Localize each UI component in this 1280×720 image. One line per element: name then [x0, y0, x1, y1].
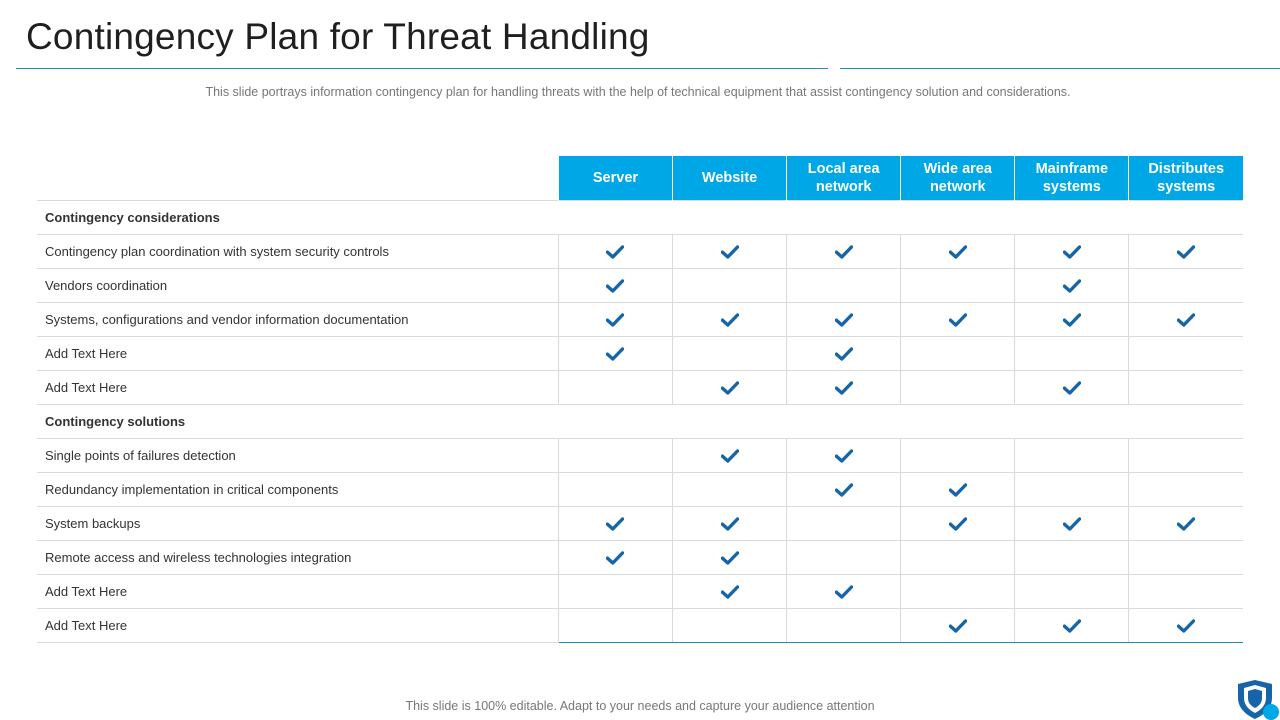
table-row	[37, 575, 1243, 609]
checkmark-icon	[1063, 245, 1081, 259]
column-header-distributes-systems: Distributes systems	[1129, 156, 1243, 201]
checkmark-icon	[1063, 381, 1081, 395]
section-blank-span	[558, 405, 1243, 439]
cell-wide-area-network	[901, 473, 1015, 507]
row-label: Single points of failures detection	[37, 439, 558, 473]
checkmark-icon	[1177, 517, 1195, 531]
cell-distributes-systems	[1129, 337, 1243, 371]
cell-wide-area-network	[901, 507, 1015, 541]
table-header-row	[37, 156, 1243, 201]
checkmark-icon	[606, 347, 624, 361]
slide-subtitle: This slide portrays information contingency plan for handling threats with the help of technical equipment that assist contingency solution and considerations.	[205, 85, 1071, 99]
cell-local-area-network	[787, 473, 901, 507]
checkmark-icon	[721, 551, 739, 565]
checkmark-icon	[949, 313, 967, 327]
checkmark-icon	[835, 347, 853, 361]
cell-website	[673, 371, 787, 405]
cell-local-area-network	[787, 609, 901, 643]
cell-website	[673, 337, 787, 371]
table-row	[37, 337, 1243, 371]
slide-footer-note: This slide is 100% editable. Adapt to your needs and capture your audience attention	[405, 699, 875, 713]
cell-server	[558, 371, 672, 405]
row-label: System backups	[37, 507, 558, 541]
table-row	[37, 371, 1243, 405]
checkmark-icon	[949, 619, 967, 633]
row-label: Vendors coordination	[37, 269, 558, 303]
column-header-server: Server	[558, 156, 672, 201]
checkmark-icon	[949, 517, 967, 531]
cell-wide-area-network	[901, 269, 1015, 303]
checkmark-icon	[721, 313, 739, 327]
cell-website	[673, 439, 787, 473]
cell-mainframe-systems	[1015, 235, 1129, 269]
cell-website	[673, 235, 787, 269]
slide-title: Contingency Plan for Threat Handling	[26, 16, 650, 57]
shield-logo-icon	[1234, 678, 1280, 720]
cell-distributes-systems	[1129, 303, 1243, 337]
cell-website	[673, 541, 787, 575]
row-label: Remote access and wireless technologies integration	[37, 541, 558, 575]
cell-website	[673, 575, 787, 609]
cell-mainframe-systems	[1015, 541, 1129, 575]
cell-local-area-network	[787, 541, 901, 575]
cell-server	[558, 609, 672, 643]
table-row	[37, 439, 1243, 473]
table-row	[37, 473, 1243, 507]
cell-distributes-systems	[1129, 235, 1243, 269]
cell-mainframe-systems	[1015, 575, 1129, 609]
cell-local-area-network	[787, 575, 901, 609]
cell-server	[558, 541, 672, 575]
cell-server	[558, 337, 672, 371]
cell-mainframe-systems	[1015, 439, 1129, 473]
cell-distributes-systems	[1129, 507, 1243, 541]
row-label: Add Text Here	[37, 575, 558, 609]
cell-distributes-systems	[1129, 609, 1243, 643]
checkmark-icon	[1063, 517, 1081, 531]
checkmark-icon	[721, 585, 739, 599]
row-label: Add Text Here	[37, 337, 558, 371]
column-header-mainframe-systems: Mainframe systems	[1015, 156, 1129, 201]
cell-mainframe-systems	[1015, 269, 1129, 303]
table-row	[37, 609, 1243, 643]
table-row	[37, 235, 1243, 269]
cell-local-area-network	[787, 337, 901, 371]
checkmark-icon	[949, 483, 967, 497]
cell-mainframe-systems	[1015, 371, 1129, 405]
cell-mainframe-systems	[1015, 337, 1129, 371]
column-header-wide-area-network: Wide area network	[901, 156, 1015, 201]
row-label: Redundancy implementation in critical components	[37, 473, 558, 507]
cell-server	[558, 269, 672, 303]
cell-distributes-systems	[1129, 371, 1243, 405]
cell-wide-area-network	[901, 609, 1015, 643]
table-row	[37, 269, 1243, 303]
cell-server	[558, 303, 672, 337]
cell-distributes-systems	[1129, 439, 1243, 473]
cell-wide-area-network	[901, 337, 1015, 371]
cell-wide-area-network	[901, 575, 1015, 609]
cell-local-area-network	[787, 269, 901, 303]
cell-local-area-network	[787, 371, 901, 405]
checkmark-icon	[835, 381, 853, 395]
row-label: Systems, configurations and vendor information documentation	[37, 303, 558, 337]
section-header-row	[37, 405, 1243, 439]
checkmark-icon	[835, 483, 853, 497]
cell-website	[673, 473, 787, 507]
checkmark-icon	[721, 381, 739, 395]
checkmark-icon	[1177, 313, 1195, 327]
cell-wide-area-network	[901, 371, 1015, 405]
cell-website	[673, 507, 787, 541]
table-row	[37, 303, 1243, 337]
checkmark-icon	[835, 313, 853, 327]
cell-server	[558, 507, 672, 541]
cell-distributes-systems	[1129, 269, 1243, 303]
section-blank-span	[558, 201, 1243, 235]
cell-server	[558, 575, 672, 609]
section-heading: Contingency considerations	[37, 201, 558, 235]
contingency-matrix-table	[37, 156, 1243, 643]
checkmark-icon	[835, 245, 853, 259]
column-header-local-area-network: Local area network	[787, 156, 901, 201]
column-header-website: Website	[673, 156, 787, 201]
cell-website	[673, 609, 787, 643]
checkmark-icon	[721, 245, 739, 259]
header-corner-blank	[37, 156, 558, 201]
cell-wide-area-network	[901, 303, 1015, 337]
cell-distributes-systems	[1129, 541, 1243, 575]
cell-mainframe-systems	[1015, 609, 1129, 643]
cell-local-area-network	[787, 507, 901, 541]
cell-mainframe-systems	[1015, 473, 1129, 507]
checkmark-icon	[606, 245, 624, 259]
cell-wide-area-network	[901, 439, 1015, 473]
checkmark-icon	[1063, 619, 1081, 633]
cell-server	[558, 473, 672, 507]
checkmark-icon	[606, 517, 624, 531]
cell-local-area-network	[787, 303, 901, 337]
checkmark-icon	[606, 279, 624, 293]
checkmark-icon	[835, 449, 853, 463]
cell-website	[673, 269, 787, 303]
checkmark-icon	[835, 585, 853, 599]
checkmark-icon	[606, 313, 624, 327]
checkmark-icon	[721, 449, 739, 463]
cell-mainframe-systems	[1015, 303, 1129, 337]
checkmark-icon	[721, 517, 739, 531]
checkmark-icon	[606, 551, 624, 565]
table-row	[37, 541, 1243, 575]
checkmark-icon	[949, 245, 967, 259]
cell-local-area-network	[787, 439, 901, 473]
section-header-row	[37, 201, 1243, 235]
cell-distributes-systems	[1129, 473, 1243, 507]
row-label: Add Text Here	[37, 609, 558, 643]
checkmark-icon	[1177, 619, 1195, 633]
table-row	[37, 507, 1243, 541]
row-label: Add Text Here	[37, 371, 558, 405]
section-heading: Contingency solutions	[37, 405, 558, 439]
cell-server	[558, 439, 672, 473]
cell-website	[673, 303, 787, 337]
title-divider-right	[840, 68, 1280, 69]
row-label: Contingency plan coordination with system security controls	[37, 235, 558, 269]
cell-wide-area-network	[901, 541, 1015, 575]
checkmark-icon	[1177, 245, 1195, 259]
cell-server	[558, 235, 672, 269]
cell-distributes-systems	[1129, 575, 1243, 609]
checkmark-icon	[1063, 279, 1081, 293]
title-divider-left	[16, 68, 828, 69]
cell-mainframe-systems	[1015, 507, 1129, 541]
checkmark-icon	[1063, 313, 1081, 327]
cell-wide-area-network	[901, 235, 1015, 269]
cell-local-area-network	[787, 235, 901, 269]
